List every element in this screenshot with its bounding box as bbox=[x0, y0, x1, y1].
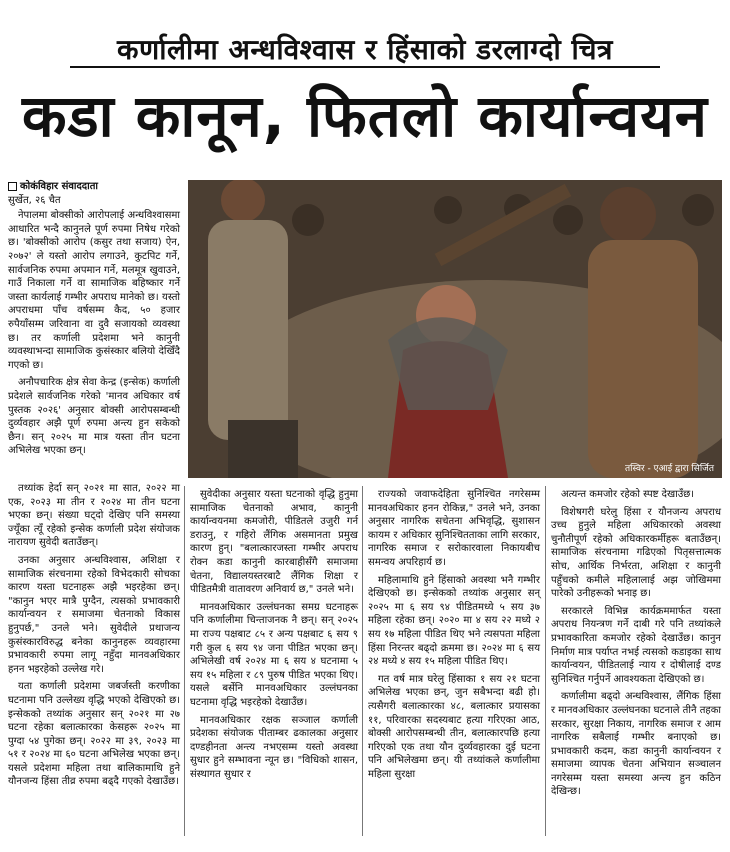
paragraph: उनका अनुसार अन्धविश्वास, अशिक्षा र सामाजिक संरचनामा रहेको विभेदकारी सोचका कारण यस्ता घटनाहरू अझै भइरहेका छन्। "कानुन भएर मात्रै पुग्दैन, त्यसको प्रभावकारी कार्यान्वयन र समाजमा चेतनाको विकास हुनुपर्छ," उनले भने। सुवेदीले प्रथाजन्य कुसंस्कारविरुद्ध बनेका कानुनहरू व्यवहारमा प्रभावकारी रुपमा लागू नहुँदा मानवअधिकार हनन भइरहेको उल्लेख गरे। bbox=[8, 554, 180, 675]
paragraph: यता कर्णाली प्रदेशमा जबर्जस्ती करणीका घटनामा पनि उल्लेख्य वृद्धि भएको देखिएको छ। इन्सेकको तथ्यांक अनुसार सन् २०२१ मा २७ घटना रहेका बलात्कारका केसहरू २०२५ मा पुग्दा ५४ पुगेका छन्। २०२२ मा ३९, २०२३ मा ५१ र २०२४ मा ६० घटना अभिलेख भएका छन्। यसले प्रदेशमा महिला तथा बालिकामाथि हुने यौनजन्य हिंसा तीव्र रुपमा बढ्दै गएको देखाउँछ। bbox=[8, 681, 180, 788]
photo-illustration bbox=[188, 180, 722, 478]
column-1-continued bbox=[8, 482, 180, 793]
main-photo bbox=[188, 180, 722, 478]
paragraph: अनौपचारिक क्षेत्र सेवा केन्द्र (इन्सेक) कर्णाली प्रदेशले सार्वजनिक गरेको 'मानव अधिकार वर्ष पुस्तक २०२६' अनुसार बोक्सी आरोपसम्बन्धी दुर्व्यवहार अझै पूर्ण रुपमा अन्त्य हुन सकेको छैन। सन् २०२५ मा मात्र यस्ता तीन घटना अभिलेख भएका छन्। bbox=[8, 377, 180, 457]
byline-icon bbox=[8, 182, 17, 191]
kicker-rule bbox=[70, 66, 660, 68]
paragraph: अत्यन्त कमजोर रहेको स्पष्ट देखाउँछ। bbox=[561, 489, 695, 500]
paragraph: नेपालमा बोक्सीको आरोपलाई अन्धविश्वासमा आधारित भन्दै कानुनले पूर्ण रुपमा निषेध गरेको छ। 'बोक्सीको आरोप (कसुर तथा सजाय) ऐन, २०७२' ले यस्तो आरोप लगाउने, कुटपिट गर्ने, सार्वजनिक रुपमा अपमान गर्ने, मलमूत्र खुवाउने, गाउँ निकाला गर्ने वा सामाजिक बहिष्कार गर्ने जस्ता कार्यलाई गम्भीर अपराध मानेको छ। यस्तो अपराधमा पाँच वर्षसम्म कैद, ५० हजार रुपैयाँसम्म जरिवाना वा दुवै सजायको व्यवस्था छ। तर कर्णाली प्रदेशमा भने कानुनी व्यवस्थाभन्दा सामाजिक कुसंस्कार बलियो देखिँदै गएको छ। bbox=[8, 210, 180, 371]
column-divider bbox=[184, 486, 185, 836]
column-2 bbox=[190, 488, 358, 785]
paragraph: कर्णालीमा बढ्दो अन्धविश्वास, लैंगिक हिंसा र मानवअधिकार उल्लंघनका घटनाले तीनै तहका सरकार, सुरक्षा निकाय, नागरिक समाज र आम नागरिक सबैलाई गम्भीर बनाएको छ। प्रभावकारी कदम, कडा कानुनी कार्यान्वयन र समाजमा व्यापक चेतना अभियान सञ्चालन नगरेसम्म यस्ता समस्या अन्त्य हुन कठिन देखिन्छ। bbox=[551, 691, 721, 798]
column-3 bbox=[368, 488, 540, 785]
author-name: कोकंविहार संवाददाता bbox=[20, 181, 98, 192]
paragraph: मानवअधिकार उल्लंघनका समग्र घटनाहरू पनि कर्णालीमा चिन्ताजनक नै छन्। सन् २०२५ मा राज्य पक्षबाट ८५ र अन्य पक्षबाट ६ सय ९ गरी कुल ६ सय ९४ जना पीडित भएका छन्। अभिलेखी वर्ष २०२४ मा ६ सय ४ घटनामा ५ सय १५ महिला र ८९ पुरुष पीडित भएका थिए। यसले बर्सेनि मानवअधिकार उल्लंघनका घटनामा वृद्धि भइरहेको देखाउँछ। bbox=[190, 601, 358, 708]
paragraph: सरकारले विभिन्न कार्यक्रममार्फत यस्ता अपराध नियन्त्रण गर्ने दाबी गरे पनि तथ्यांकले प्रभावकारिता कमजोर रहेको देखाउँछ। कानुन निर्माण मात्र पर्याप्त नभई त्यसको कडाइका साथ कार्यान्वयन, पीडितलाई न्याय र दोषीलाई दण्ड सुनिश्चित गर्नुपर्ने आवश्यकता देखिएको छ। bbox=[551, 605, 721, 685]
paragraph: राज्यको जवाफदेहिता सुनिश्चित नगरेसम्म मानवअधिकार हनन रोकिन्न," उनले भने, उनका अनुसार नागरिक सचेतना अभिवृद्धि, सुशासन कायम र अधिकार सुनिश्चितताका लागि सरकार, नागरिक समाज र सरोकारवाला निकायबीच समन्वय अपरिहार्य छ। bbox=[368, 489, 540, 568]
paragraph: सुवेदीका अनुसार यस्ता घटनाको वृद्धि हुनुमा सामाजिक चेतनाको अभाव, कानुनी कार्यान्वयनमा कमजोरी, पीडितले उजुरी गर्न डराउनु, र गहिरो लैंगिक असमानता प्रमुख कारण हुन्। "बलात्कारजस्ता गम्भीर अपराध रोक्न कडा कानुनी कारबाहीसँगै समाजमा चेतना, विद्यालयस्तरबाटै लैंगिक शिक्षा र पीडितमैत्री वातावरण अनिवार्य छ," उनले भने। bbox=[190, 489, 358, 596]
headline: कडा कानून, फितलो कार्यान्वयन bbox=[22, 82, 708, 150]
column-divider bbox=[545, 486, 546, 836]
paragraph: महिलामाथि हुने हिंसाको अवस्था भनै गम्भीर देखिएको छ। इन्सेकको तथ्यांक अनुसार सन् २०२५ मा ६ सय ९४ पीडितमध्ये ५ सय ३७ महिला रहेका छन्। २०२० मा ४ सय २२ मध्ये २ सय १७ महिला पीडित थिए भने त्यसपता महिला हिंसा निरन्तर बढ्दो क्रममा छ। २०२४ मा ६ सय २४ मध्ये ४ सय १५ महिला पीडित थिए। bbox=[368, 574, 540, 668]
column-4 bbox=[551, 488, 721, 803]
paragraph: गत वर्ष मात्र घरेलु हिंसाका १ सय २१ घटना अभिलेख भएका छन्, जुन सबैभन्दा बढी हो। त्यसैगरी बलात्कारका ४८, बलात्कार प्रयासका ११, परिवारका सदस्यबाट हत्या गरिएका आठ, बोक्सी आरोपसम्बन्धी तीन, बलात्कारपछि हत्या गरिएको एक तथा यौन दुर्व्यवहारका दुई घटना पनि अभिलेखमा छन्। यी तथ्यांकले कर्णालीमा महिला सुरक्षा bbox=[368, 673, 540, 780]
column-divider bbox=[362, 486, 363, 836]
kicker: कर्णालीमा अन्धविश्वास र हिंसाको डरलाग्दो चित्र bbox=[117, 33, 613, 66]
paragraph: तथ्यांक हेर्दा सन् २०२१ मा सात, २०२२ मा एक, २०२३ मा तीन र २०२४ मा तीन घटना भएका छन्। संख्या घट्दो देखिए पनि समस्या ज्यूँका त्यूँ रहेको इन्सेक कर्णाली प्रदेश संयोजक नारायण सुवेदी बताउँछन्। bbox=[8, 483, 180, 549]
column-1 bbox=[8, 180, 180, 462]
photo-caption: तस्विर - एआई द्वारा सिर्जित bbox=[624, 464, 714, 474]
byline-place-date: सुर्खेत, २६ चैत bbox=[8, 194, 61, 206]
paragraph: विशेषगरी घरेलु हिंसा र यौनजन्य अपराध उच्च हुनुले महिला अधिकारको अवस्था चुनौतीपूर्ण रहेको अधिकारकर्मीहरू बताउँछन्। सामाजिक संरचनामा गढिएको पितृसत्तात्मक सोच, आर्थिक निर्भरता, अशिक्षा र कानुनी पहुँचको कमीले महिलालाई अझ जोखिममा पारेको उनीहरूको भनाइ छ। bbox=[551, 506, 721, 600]
paragraph: मानवअधिकार रक्षक सञ्जाल कर्णाली प्रदेशका संयोजक पीताम्बर ढकालका अनुसार दण्डहीनता अन्त्य नभएसम्म यस्तो अवस्था सुधार हुने सम्भावना न्यून छ। "विधिको शासन, संस्थागत सुधार र bbox=[190, 714, 358, 780]
byline-author bbox=[8, 180, 180, 194]
